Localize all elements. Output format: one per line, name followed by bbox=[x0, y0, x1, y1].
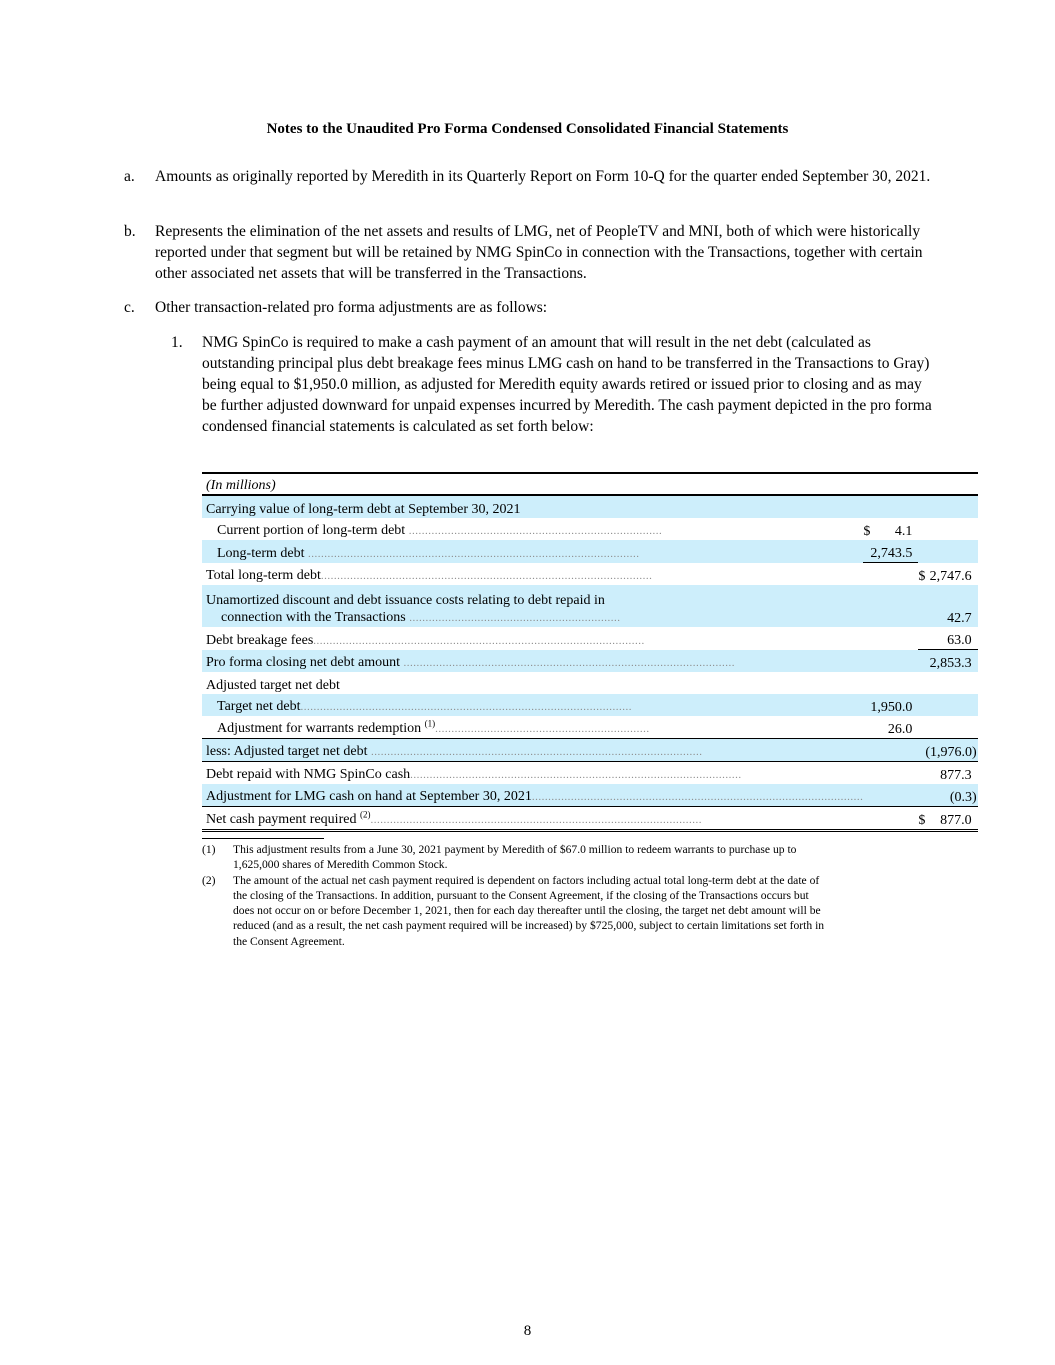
row-value: 26.0 bbox=[870, 716, 918, 739]
note-text: Other transaction-related pro forma adjustments are as follows: bbox=[155, 299, 548, 316]
note-label: c. bbox=[124, 299, 135, 316]
note-b bbox=[124, 221, 934, 284]
note-c bbox=[124, 297, 934, 318]
row-value: 63.0 bbox=[925, 627, 977, 650]
footnote-divider bbox=[202, 838, 324, 839]
row-value: 4.1 bbox=[894, 524, 913, 539]
footnote-marker: (1) bbox=[202, 843, 216, 856]
note-label: b. bbox=[124, 223, 136, 240]
note-a bbox=[124, 166, 934, 187]
row-label: Unamortized discount and debt issuance costs relating to debt repaid in connection with the Transactions ................................................................. bbox=[206, 592, 646, 627]
table-row: less: Adjusted target net debt ...................................................................................................... (1,976.0) bbox=[202, 739, 978, 762]
dollar-sign: $ bbox=[918, 807, 925, 831]
note-label: a. bbox=[124, 168, 135, 185]
row-label: Debt repaid with NMG SpinCo cash bbox=[206, 767, 411, 782]
row-label: Current portion of long-term debt bbox=[217, 523, 406, 538]
row-value: (1,976.0) bbox=[925, 739, 977, 762]
note-text: Amounts as originally reported by Meredith in its Quarterly Report on Form 10-Q for the quarter ended September 30, 2021. bbox=[155, 168, 931, 185]
row-value: 2,743.5 bbox=[870, 540, 918, 563]
footnote-ref: (2) bbox=[359, 809, 371, 820]
footnote-1 bbox=[202, 842, 832, 873]
row-label: Debt breakage fees bbox=[206, 632, 314, 648]
footnote-text: The amount of the actual net cash payment required is dependent on factors including actual total long-term debt at the date of the closing of the Transactions. In addition, pursuant to the Consent Agreement, if the closing of the Transactions occurs but does not occur on or before December 1, 2021, then for each day thereafter until the closing, the target net debt amount will be reduced (and as a result, the net cash payment required will be increased) by $725,000, subject to certain limitations set forth in the Consent Agreement. bbox=[233, 873, 825, 948]
row-label: Adjustment for LMG cash on hand at September 30, 2021 bbox=[206, 789, 532, 804]
row-value: 2,747.6 bbox=[929, 569, 972, 584]
footnote-text: This adjustment results from a June 30, 2021 payment by Meredith of $67.0 million to redeem warrants to purchase up to 1,625,000 shares of Meredith Common Stock. bbox=[233, 843, 797, 872]
footnote-ref: (1) bbox=[424, 718, 436, 729]
footnote-2 bbox=[202, 873, 832, 949]
row-label: Long-term debt bbox=[217, 545, 305, 561]
footnote-marker: (2) bbox=[202, 873, 216, 887]
row-label: Carrying value of long-term debt at September 30, 2021 bbox=[206, 502, 521, 517]
dollar-sign: $ bbox=[918, 569, 926, 584]
cash-payment-table bbox=[202, 472, 978, 832]
note-text: Represents the elimination of the net assets and results of LMG, net of PeopleTV and MNI, both of which were historically reported under that segment but will be retained by NMG SpinCo in connection with the Transactions, together with certain other associated net assets that will be transferred in the Transactions. bbox=[155, 223, 923, 282]
table-row bbox=[202, 495, 978, 518]
row-label: Pro forma closing net debt amount bbox=[206, 655, 401, 670]
table-row: Adjustment for LMG cash on hand at September 30, 2021...................................................................................................... (0.3) bbox=[202, 784, 978, 807]
table-row: Long-term debt ...................................................................................................... 2,743.5 bbox=[202, 540, 978, 563]
row-label: Adjustment for warrants redemption $^{(1)}$ bbox=[217, 718, 436, 736]
table-row: Pro forma closing net debt amount ...................................................................................................... 2,853.3 bbox=[202, 650, 978, 673]
row-label: less: Adjusted target net debt bbox=[206, 744, 368, 759]
dollar-sign: $ bbox=[863, 524, 871, 539]
table-header-row bbox=[202, 473, 978, 495]
row-value: 1,950.0 bbox=[870, 694, 918, 716]
subnote-text: NMG SpinCo is required to make a cash payment of an amount that will result in the net debt (calculated as outstanding principal plus debt breakage fees minus LMG cash on hand to be transferred in the Transactions to Gray) being equal to $1,950.0 million, as adjusted for Meredith equity awards retired or issued prior to closing and as may be further adjusted downward for unpaid expenses incurred by Meredith. The cash payment depicted in the pro forma condensed financial statements is calculated as set forth below: bbox=[202, 334, 932, 435]
table-row: Target net debt...................................................................................................... 1,950.0 bbox=[202, 694, 978, 716]
row-value: 877.3 bbox=[925, 762, 977, 785]
table-row: Debt breakage fees...................................................................................................... 63.0 bbox=[202, 627, 978, 650]
table-row bbox=[202, 585, 978, 627]
footnotes bbox=[202, 842, 832, 949]
table-row: Adjustment for warrants redemption $^{(1)}$.................................................................. 26.0 bbox=[202, 716, 978, 739]
row-value: 877.0 bbox=[925, 807, 977, 831]
row-value: 2,853.3 bbox=[925, 650, 977, 673]
row-label: Total long-term debt bbox=[206, 568, 321, 583]
subnote-label: 1. bbox=[171, 334, 183, 351]
subnote-1 bbox=[171, 332, 934, 437]
page-title: Notes to the Unaudited Pro Forma Condensed Consolidated Financial Statements bbox=[266, 121, 789, 137]
table-row: Current portion of long-term debt .............................................................................. $ 4.1 bbox=[202, 518, 978, 540]
page-number: 8 bbox=[523, 1323, 532, 1339]
table-row bbox=[202, 672, 978, 694]
table-units-label: (In millions) bbox=[202, 473, 978, 495]
row-label: Net cash payment required $^{(2)}$ bbox=[206, 809, 371, 827]
row-label: Adjusted target net debt bbox=[206, 678, 340, 693]
row-value: 42.7 bbox=[925, 585, 977, 627]
row-value: (0.3) bbox=[925, 784, 977, 807]
table-row: Total long-term debt...................................................................................................... $ 2,747.6 bbox=[202, 563, 978, 586]
row-label: Target net debt bbox=[217, 699, 301, 714]
table-row: Debt repaid with NMG SpinCo cash...................................................................................................... 877.3 bbox=[202, 762, 978, 785]
table-row: Net cash payment required $^{(2)}$...................................................................................................... $ 877.0 bbox=[202, 807, 978, 831]
